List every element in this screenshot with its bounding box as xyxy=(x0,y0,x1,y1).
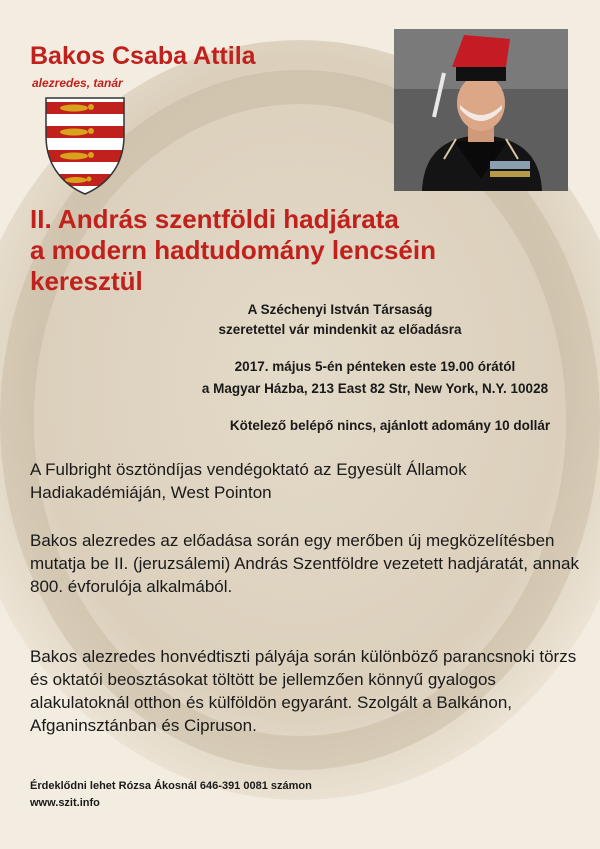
intro-paragraph: A Fulbright ösztöndíjas vendégoktató az Egyesült Államok Hadiakadémiáján, West Pointon xyxy=(30,460,467,502)
speaker-name: Bakos Csaba Attila xyxy=(30,42,256,70)
coat-of-arms-icon xyxy=(44,96,126,196)
organizer-block xyxy=(160,300,520,340)
contact-block xyxy=(30,778,312,812)
event-address: a Magyar Házba, 213 East 82 Str, New York, N.Y. 10028 xyxy=(201,381,549,396)
speaker-portrait xyxy=(394,29,568,191)
title-line: II. András szentföldi hadjárata xyxy=(30,204,399,234)
website-link[interactable]: www.szit.info xyxy=(30,797,100,809)
career-paragraph: Bakos alezredes honvédtiszti pályája során különböző parancsnoki törzs és oktatói beosztásokat töltött be jellemzően könnyű gyalogos alakulatoknál otthon és külföldön egyaránt. Szolgált a Balkánon, Afganinsztánban és Cipruson. xyxy=(30,647,577,735)
event-date: 2017. május 5-én pénteken este 19.00 órától xyxy=(234,359,516,374)
portrait-icon xyxy=(394,29,568,191)
contact-line: Érdeklődni lehet Rózsa Ákosnál 646-391 0081 számon xyxy=(30,780,312,792)
organizer-line: szeretettel vár mindenkit az előadásra xyxy=(218,322,462,337)
description-paragraph: Bakos alezredes az előadása során egy merőben új megközelítésben mutatja be II. (jeruzsálemi) András Szentföldre vezetett hadjáratát, annak 800. évforulója alkalmából. xyxy=(30,531,580,596)
speaker-rank: alezredes, tanár xyxy=(32,76,123,90)
title-line: keresztül xyxy=(30,266,143,296)
event-details xyxy=(160,356,590,400)
admission-note: Kötelező belépő nincs, ajánlott adomány 10 dollár xyxy=(229,418,551,433)
title-line: a modern hadtudomány lencséin xyxy=(30,235,436,265)
organizer-line: A Széchenyi István Társaság xyxy=(247,302,433,317)
lecture-title xyxy=(30,204,590,297)
